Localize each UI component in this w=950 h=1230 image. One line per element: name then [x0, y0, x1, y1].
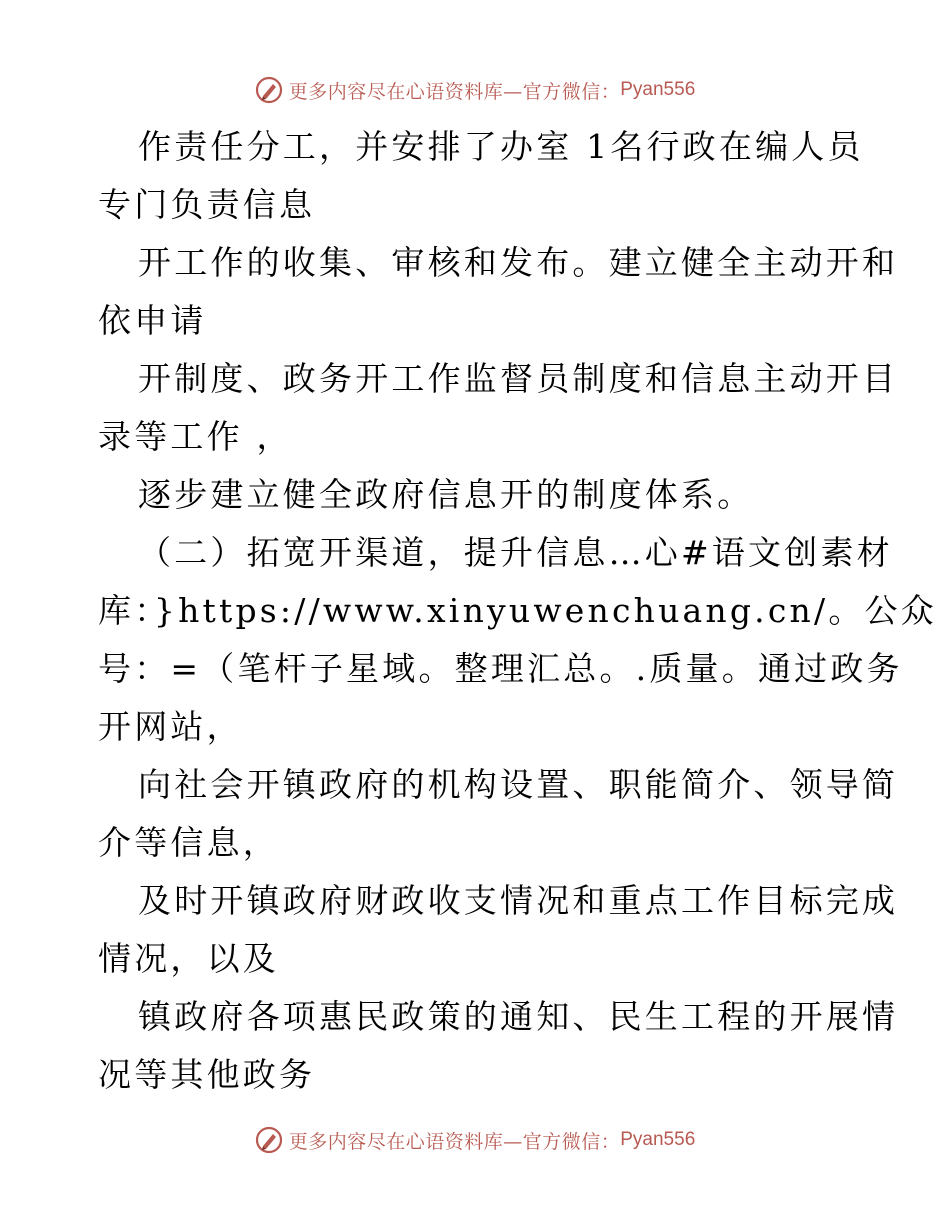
- text-line: 情况，以及: [98, 939, 279, 978]
- text-line: 开制度、政务开工作监督员制度和信息主动开目: [138, 359, 899, 398]
- text-line: 录等工作 ，: [98, 417, 293, 456]
- footer-watermark-banner: [0, 1120, 950, 1160]
- text-line: （二）拓宽开渠道，提升信息…心#语文创素材: [138, 533, 893, 572]
- text-line: 专门负责信息: [98, 185, 316, 224]
- pen-logo-icon: [255, 76, 283, 104]
- text-line: 及时开镇政府财政收支情况和重点工作目标完成: [138, 881, 899, 920]
- watermark-wechat-id: Pyan556: [620, 79, 696, 100]
- header-watermark-banner: [0, 70, 950, 110]
- text-line: 介等信息，: [98, 823, 279, 862]
- text-line: 逐步建立健全政府信息开的制度体系。: [138, 475, 754, 514]
- watermark-wechat-id: Pyan556: [620, 1129, 696, 1150]
- text-line: 镇政府各项惠民政策的通知、民生工程的开展情: [138, 997, 899, 1036]
- pen-logo-icon: [255, 1126, 283, 1154]
- text-line: 依申请: [98, 301, 207, 340]
- document-body: [98, 118, 937, 1104]
- text-line: 库：}https://www.xinyuwenchuang.cn/。公众: [98, 591, 937, 630]
- text-line: 况等其他政务: [98, 1055, 316, 1094]
- text-line: 开网站，: [98, 707, 243, 746]
- text-line: 开工作的收集、审核和发布。建立健全主动开和: [138, 243, 899, 282]
- text-line: 向社会开镇政府的机构设置、职能简介、领导简: [138, 765, 899, 804]
- text-line: 作责任分工，并安排了办室 1名行政在编人员: [138, 127, 864, 166]
- watermark-text: 更多内容尽在心语资料库—官方微信：: [288, 80, 621, 103]
- watermark-text: 更多内容尽在心语资料库—官方微信：: [288, 1130, 621, 1153]
- text-line: 号：=（笔杆子星域。整理汇总。.质量。通过政务: [98, 649, 903, 688]
